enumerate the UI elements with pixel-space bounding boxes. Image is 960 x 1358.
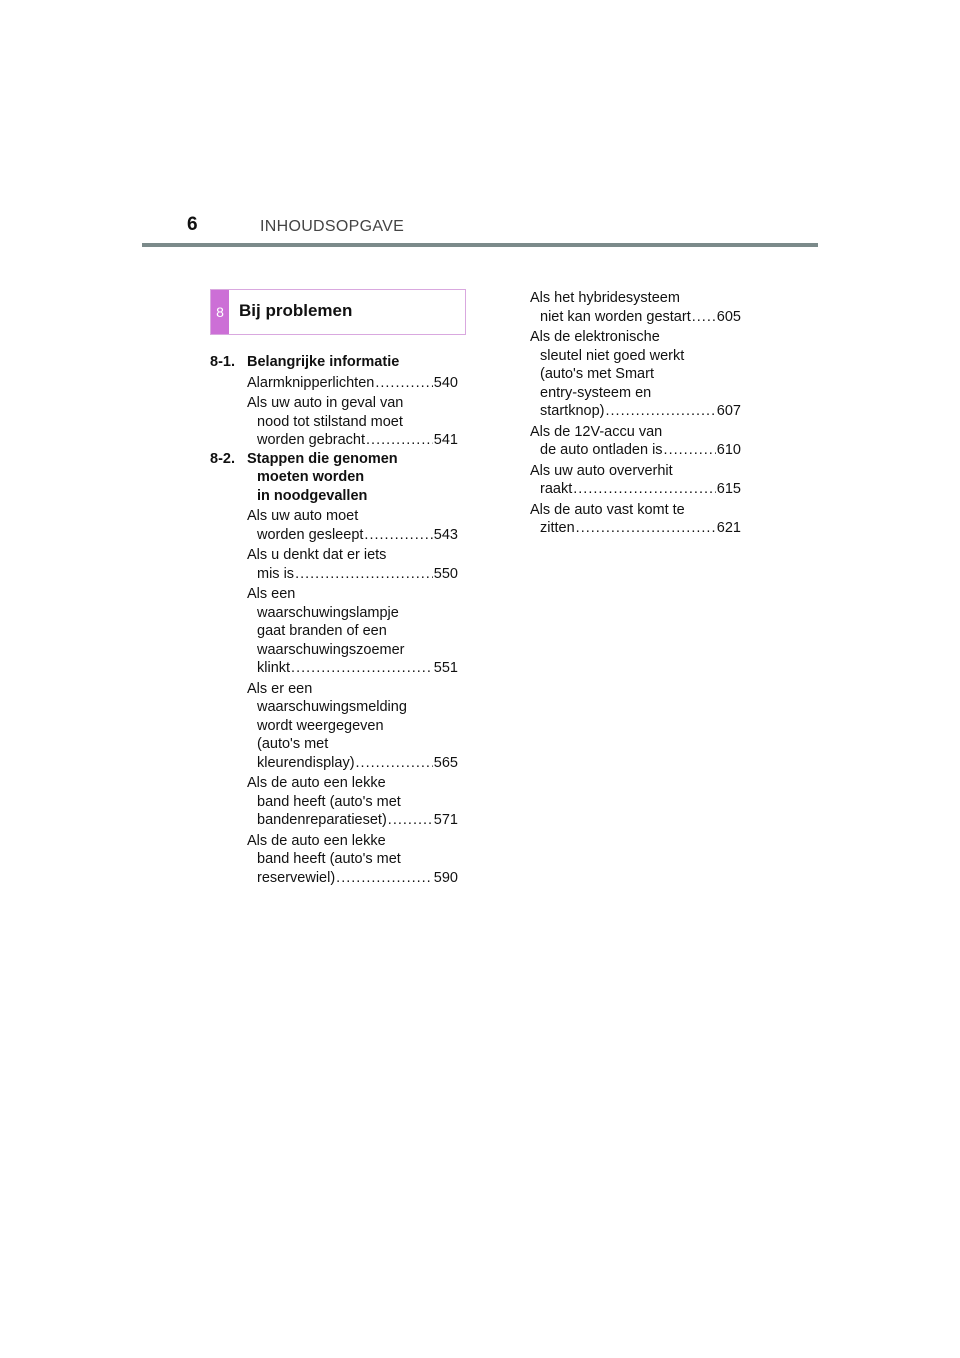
dot-leader — [366, 431, 433, 450]
toc-entry[interactable] — [247, 680, 458, 773]
toc-page-number: 550 — [433, 565, 458, 582]
toc-entry-text — [247, 394, 458, 431]
dot-leader — [573, 480, 716, 499]
toc-entry-last-line: zitten — [540, 520, 575, 536]
toc-group-title-line: in noodgevallen — [257, 487, 368, 504]
toc-entry-line: entry-systeem en — [540, 384, 652, 401]
toc-group — [210, 353, 458, 372]
toc-page-number: 607 — [716, 403, 741, 419]
page-header-title: INHOUDSOPGAVE — [260, 218, 405, 235]
toc-group-title — [247, 353, 458, 372]
toc-entry[interactable] — [530, 328, 741, 421]
dot-leader — [295, 565, 433, 584]
toc-entry-line: waarschuwingsmelding — [257, 699, 407, 715]
toc-entry-text — [530, 501, 741, 520]
toc-entry-leader-row — [247, 811, 458, 830]
toc-entry-last-line: mis is — [257, 565, 295, 582]
section-number-tab: 8 — [211, 290, 229, 334]
toc-entry-leader-row — [530, 441, 741, 460]
toc-entry[interactable] — [530, 462, 741, 499]
toc-entry-leader-row — [247, 659, 458, 678]
dot-leader — [576, 519, 716, 538]
toc-entry-leader-row — [247, 526, 458, 545]
toc-entry-line: Als er een — [247, 680, 313, 697]
toc-group-number: 8-1. — [210, 354, 235, 370]
toc-entry-line: sleutel niet goed werkt — [540, 347, 685, 364]
toc-page-number: 541 — [433, 432, 458, 448]
dot-leader — [375, 374, 432, 393]
toc-group-title-line: Stappen die genomen — [247, 450, 398, 467]
toc-page-number: 590 — [433, 869, 458, 886]
toc-entry-leader-row — [530, 402, 741, 421]
dot-leader — [605, 402, 715, 421]
toc-page-number: 551 — [433, 660, 458, 676]
toc-left-column — [210, 353, 458, 887]
toc-entry-line: Als de auto vast komt te — [530, 501, 685, 518]
page-number: 6 — [187, 214, 198, 235]
toc-entry-leader-row — [530, 480, 741, 499]
toc-entry-leader-row — [530, 519, 741, 538]
toc-group-title-line: Belangrijke informatie — [247, 354, 400, 370]
toc-entry-line: Als een — [247, 586, 296, 602]
toc-entry-text — [530, 328, 741, 402]
toc-entry-line: Als u denkt dat er iets — [247, 547, 387, 563]
toc-entry[interactable] — [247, 585, 458, 678]
toc-entry-text — [247, 774, 458, 811]
toc-entry-last-line: Alarmknipperlichten — [247, 374, 375, 391]
dot-leader — [692, 308, 716, 327]
toc-entry-line: band heeft (auto's met — [257, 851, 401, 867]
toc-entry[interactable] — [247, 832, 458, 888]
toc-entry-line: Als de auto een lekke — [247, 775, 386, 791]
toc-entry-last-line: de auto ontladen is — [540, 442, 663, 458]
toc-entry-leader-row — [247, 754, 458, 773]
toc-entry-line: Als het hybridesysteem — [530, 290, 680, 306]
toc-page-number: 571 — [433, 812, 458, 828]
toc-page-number: 615 — [716, 481, 741, 497]
toc-entry-text — [247, 546, 458, 565]
toc-group-title-line: moeten worden — [257, 469, 365, 485]
dot-leader — [356, 754, 433, 773]
toc-entry-line: Als de 12V-accu van — [530, 423, 663, 440]
toc-group-title — [247, 450, 458, 506]
toc-entry-leader-row — [247, 374, 458, 393]
toc-entry-last-line: raakt — [540, 481, 573, 497]
toc-entry-last-line: kleurendisplay) — [257, 754, 355, 771]
toc-entry-leader-row — [247, 869, 458, 888]
toc-right-column — [530, 287, 741, 538]
toc-entry-last-line: reservewiel) — [257, 869, 336, 886]
toc-entry-text — [530, 423, 741, 442]
toc-page-number: 605 — [716, 308, 741, 325]
toc-entry[interactable] — [247, 507, 458, 544]
toc-page-number: 621 — [716, 520, 741, 536]
toc-entry[interactable] — [247, 546, 458, 583]
toc-entry-line: band heeft (auto's met — [257, 793, 401, 810]
dot-leader — [336, 869, 433, 888]
toc-page-number: 610 — [716, 442, 741, 458]
toc-entry[interactable] — [247, 374, 458, 393]
dot-leader — [364, 526, 432, 545]
toc-entry-text — [247, 832, 458, 869]
dot-leader — [291, 659, 433, 678]
toc-entry[interactable] — [530, 289, 741, 326]
toc-entry-line: waarschuwingslampje — [257, 604, 399, 621]
toc-entry-leader-row — [247, 431, 458, 450]
toc-entry[interactable] — [247, 394, 458, 450]
toc-entry-text — [530, 462, 741, 481]
toc-entry-line: (auto's met Smart — [540, 366, 654, 382]
toc-entry-last-line: niet kan worden gestart — [540, 308, 691, 325]
toc-entry-line: Als uw auto moet — [247, 508, 359, 524]
toc-entry-leader-row — [247, 565, 458, 584]
toc-page-number: 565 — [433, 754, 458, 771]
toc-page-number: 540 — [433, 374, 458, 391]
toc-entry[interactable] — [247, 774, 458, 830]
toc-entry-text — [247, 585, 458, 659]
toc-entry-line: waarschuwingszoemer — [257, 641, 405, 658]
toc-entry-last-line: klinkt — [257, 660, 291, 676]
toc-group-number: 8-2. — [210, 450, 235, 467]
toc-entry-line: gaat branden of een — [257, 623, 387, 639]
toc-entry-line: (auto's met — [257, 736, 329, 752]
toc-entry-last-line: worden gebracht — [257, 432, 366, 448]
dot-leader — [388, 811, 433, 830]
toc-entry-text — [530, 289, 741, 308]
header-rule — [142, 243, 818, 247]
toc-entry-last-line: bandenreparatieset) — [257, 812, 387, 828]
toc-entry-last-line: worden gesleept — [257, 526, 364, 543]
toc-entry-line: wordt weergegeven — [257, 717, 384, 734]
section-heading — [210, 289, 466, 335]
toc-entry[interactable] — [530, 423, 741, 460]
toc-entry-line: Als de auto een lekke — [247, 832, 386, 849]
toc-entry[interactable] — [530, 501, 741, 538]
toc-entry-line: nood tot stilstand moet — [257, 413, 403, 430]
toc-entry-last-line: startknop) — [540, 403, 605, 419]
section-title: Bij problemen — [239, 301, 353, 320]
toc-entry-text — [247, 680, 458, 754]
toc-entry-line: Als de elektronische — [530, 329, 660, 345]
toc-group — [210, 450, 458, 506]
dot-leader — [664, 441, 716, 460]
toc-entry-text — [247, 507, 458, 526]
toc-entry-line: Als uw auto oververhit — [530, 462, 673, 479]
toc-entry-leader-row — [530, 308, 741, 327]
toc-page-number: 543 — [433, 526, 458, 543]
toc-entry-line: Als uw auto in geval van — [247, 395, 404, 411]
